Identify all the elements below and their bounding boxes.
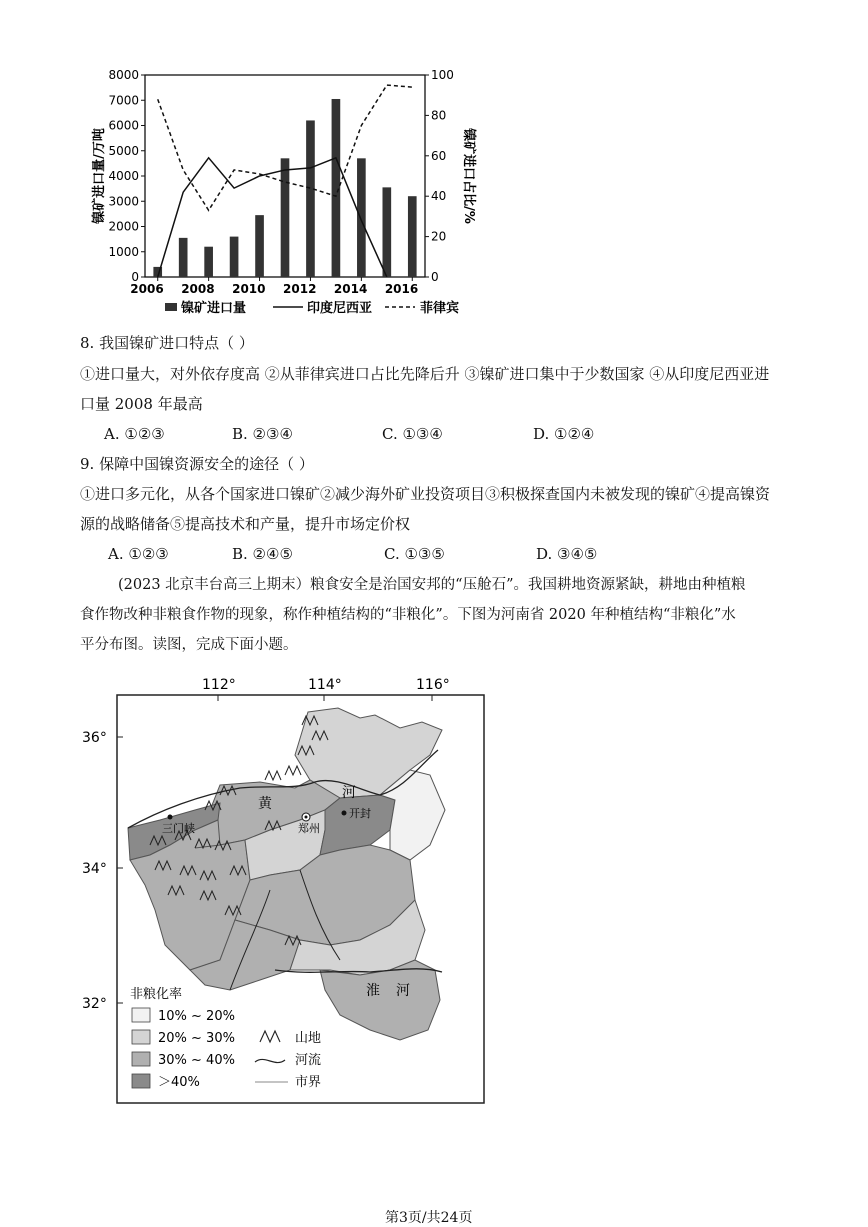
legend-label-4: ＞40% xyxy=(158,1075,200,1090)
river-label-he2: 河 xyxy=(396,983,410,999)
y2-tick-label: 40 xyxy=(431,189,447,204)
map-legend-title: 非粮化率 xyxy=(130,987,183,1002)
lat-label-32: 32° xyxy=(82,996,107,1012)
x-tick-label: 2006 xyxy=(130,282,164,296)
legend-label-2: 20% ~ 30% xyxy=(158,1031,235,1046)
q8-option-b[interactable]: B. ②③④ xyxy=(232,425,293,443)
intro-line2: 食作物改种非粮食作物的现象，称作种植结构的“非粮化”。下图为河南省 2020 年种植结构“非粮化”水 xyxy=(80,607,736,623)
bar-nickel-import xyxy=(332,99,341,277)
y2-tick-label: 60 xyxy=(431,148,447,163)
intro-line1: (2023 北京丰台高三上期末）粮食安全是治国安邦的“压舱石”。我国耕地资源紧缺，耕地由种植粮 xyxy=(118,577,746,593)
q9-option-d[interactable]: D. ③④⑤ xyxy=(536,545,598,563)
nickel-import-chart xyxy=(85,60,476,320)
page-footer: 第3页/共24页 xyxy=(385,1210,473,1226)
bar-nickel-import xyxy=(204,247,213,277)
bar-nickel-import xyxy=(281,158,290,277)
legend-label-1: 10% ~ 20% xyxy=(158,1009,235,1024)
legend-philippines-label: 菲律宾 xyxy=(420,301,460,316)
sanmenxia-marker xyxy=(168,815,173,820)
y2-tick-label: 0 xyxy=(431,270,439,284)
y-tick-label: 3000 xyxy=(108,194,139,209)
q8-stem: 8. 我国镍矿进口特点（ ） xyxy=(80,334,254,352)
y2-tick-label: 20 xyxy=(431,229,447,244)
q8-option-a[interactable]: A. ①②③ xyxy=(104,425,165,443)
y-tick-label: 7000 xyxy=(108,93,139,108)
legend-bar-swatch xyxy=(165,303,177,311)
lat-label-36: 36° xyxy=(82,730,107,746)
legend-bar-label: 镍矿进口量 xyxy=(181,301,247,316)
sanmenxia-label: 三门峡 xyxy=(162,822,195,835)
legend-swatch-2 xyxy=(132,1030,150,1044)
y2-tick-label: 80 xyxy=(431,108,447,123)
intro-line3: 平分布图。读图，完成下面小题。 xyxy=(80,637,298,653)
river-label-huang: 黄 xyxy=(258,796,272,812)
q9-choices-line1: ①进口多元化，从各个国家进口镍矿②减少海外矿业投资项目③积极探查国内未被发现的镍矿④提高镍资 xyxy=(80,485,771,503)
bar-nickel-import xyxy=(179,238,188,277)
line-indonesia xyxy=(158,158,387,277)
x-tick-label: 2010 xyxy=(232,282,266,296)
bar-nickel-import xyxy=(357,158,366,277)
legend-indonesia-label: 印度尼西亚 xyxy=(307,301,373,316)
y-tick-label: 1000 xyxy=(108,244,139,259)
henan-non-grain-map xyxy=(70,670,500,1110)
kaifeng-label: 开封 xyxy=(349,807,371,820)
legend-label-mountain: 山地 xyxy=(295,1031,322,1046)
bar-nickel-import xyxy=(408,196,417,277)
legend-swatch-1 xyxy=(132,1008,150,1022)
q9-option-a[interactable]: A. ①②③ xyxy=(108,545,169,563)
bar-nickel-import xyxy=(255,215,264,277)
legend-label-river: 河流 xyxy=(295,1053,322,1068)
bar-nickel-import xyxy=(382,187,391,277)
bar-nickel-import xyxy=(306,120,315,277)
y-tick-label: 6000 xyxy=(108,118,139,133)
legend-label-city-boundary: 市界 xyxy=(295,1075,322,1090)
legend-label-3: 30% ~ 40% xyxy=(158,1053,235,1068)
legend-swatch-4 xyxy=(132,1074,150,1088)
y-tick-label: 5000 xyxy=(108,143,139,158)
lat-label-34: 34° xyxy=(82,861,107,877)
y2-tick-label: 100 xyxy=(431,68,454,82)
river-label-huai: 淮 xyxy=(366,983,380,999)
lon-label-112: 112° xyxy=(202,677,236,693)
q9-option-b[interactable]: B. ②④⑤ xyxy=(232,545,293,563)
x-tick-label: 2016 xyxy=(384,282,419,296)
legend-swatch-3 xyxy=(132,1052,150,1066)
lon-label-116: 116° xyxy=(416,677,450,693)
q9-choices-line2: 源的战略储备⑤提高技术和产量，提升市场定价权 xyxy=(80,515,411,533)
x-tick-label: 2014 xyxy=(333,282,368,296)
river-label-he: 河 xyxy=(342,785,356,801)
kaifeng-marker xyxy=(342,811,347,816)
q8-choices-line2: 口量 2008 年最高 xyxy=(80,395,203,413)
y-tick-label: 2000 xyxy=(108,219,139,234)
q8-choices-line1: ①进口量大，对外依存度高 ②从菲律宾进口占比先降后升 ③镍矿进口集中于少数国家 ④从印度尼西亚进 xyxy=(80,365,770,383)
q8-option-d[interactable]: D. ①②④ xyxy=(533,425,595,443)
x-tick-label: 2012 xyxy=(283,282,317,296)
y-tick-label: 0 xyxy=(131,270,139,284)
y-axis-title: 镍矿进口量/万吨 xyxy=(92,128,107,224)
bar-nickel-import xyxy=(230,237,239,277)
q9-option-c[interactable]: C. ①③⑤ xyxy=(384,545,445,563)
zhengzhou-label: 郑州 xyxy=(298,822,320,835)
lon-label-114: 114° xyxy=(308,677,342,693)
y2-axis-title: 镍矿进口占比/% xyxy=(461,128,476,224)
y-tick-label: 4000 xyxy=(108,169,139,183)
q8-option-c[interactable]: C. ①③④ xyxy=(382,425,443,443)
q9-stem: 9. 保障中国镍资源安全的途径（ ） xyxy=(80,455,314,473)
y-tick-label: 8000 xyxy=(108,68,139,82)
x-tick-label: 2008 xyxy=(181,282,215,296)
